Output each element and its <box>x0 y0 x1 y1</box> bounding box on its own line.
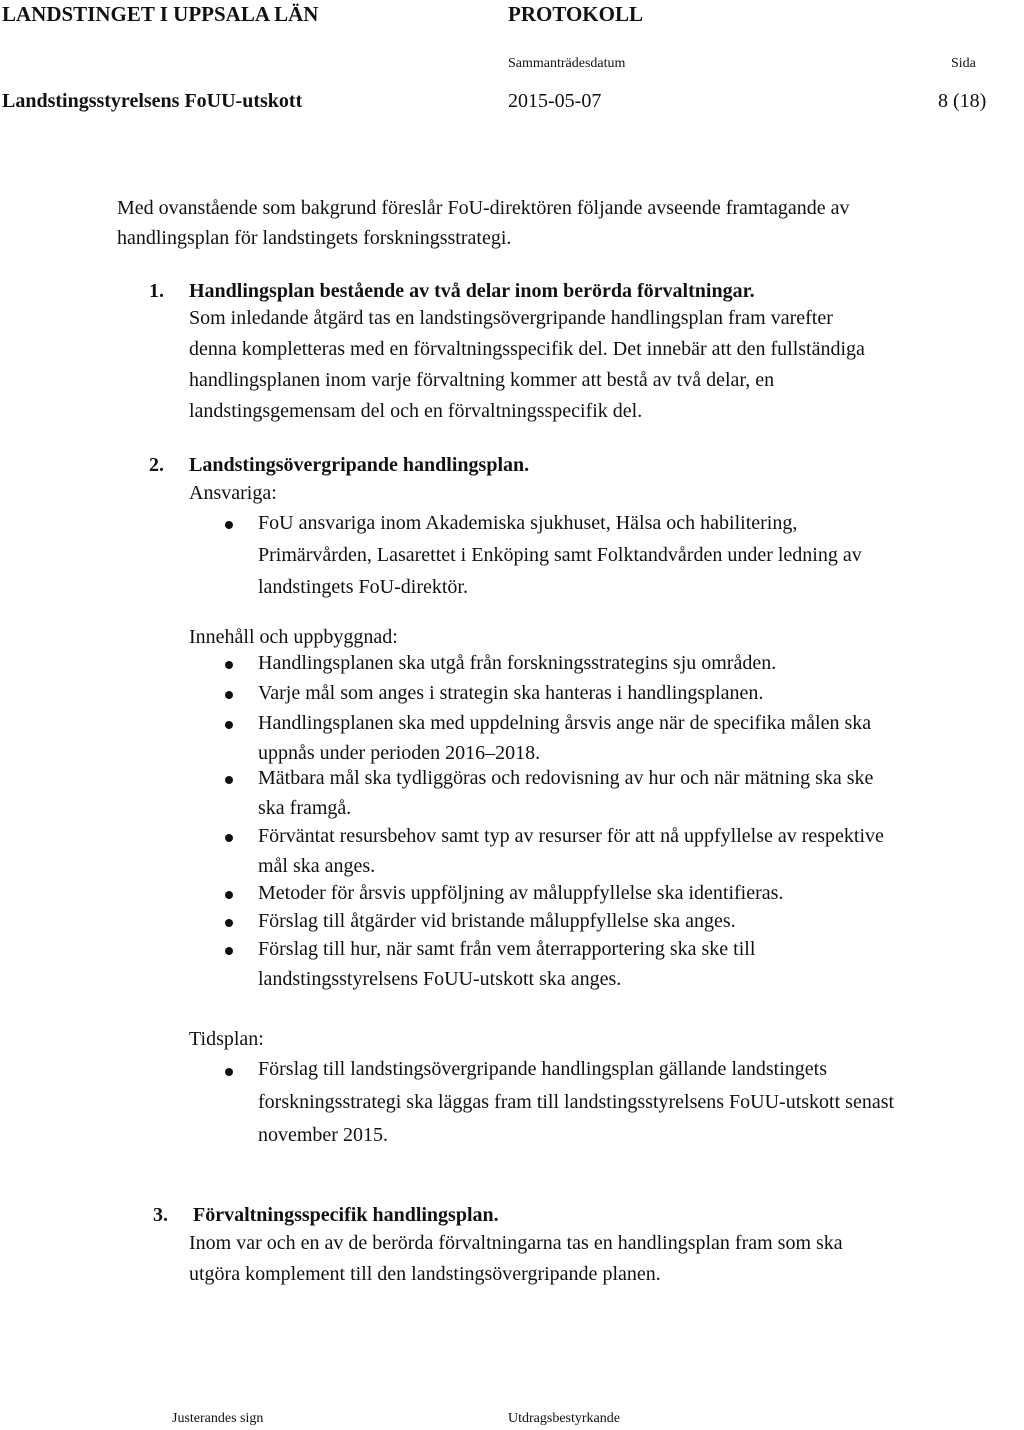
bullet-icon <box>225 1068 233 1076</box>
responsible-label: Ansvariga: <box>189 482 277 504</box>
bullet-icon <box>225 521 233 529</box>
page-number: 8 (18) <box>938 90 987 112</box>
timeline-line: Förslag till landstingsövergripande handlingsplan gällande landstingets <box>258 1058 827 1080</box>
timeline-label: Tidsplan: <box>189 1028 264 1050</box>
bullet-icon <box>225 947 233 955</box>
intro-paragraph <box>117 193 850 253</box>
bullet-icon <box>225 661 233 669</box>
content-item-line: uppnås under perioden 2016–2018. <box>258 742 541 764</box>
content-item <box>258 821 884 881</box>
responsible-line: Primärvården, Lasarettet i Enköping samt Folktandvården under ledning av <box>258 544 862 566</box>
committee-name: Landstingsstyrelsens FoUU-utskott <box>2 90 303 112</box>
section-2-number: 2. <box>149 454 164 476</box>
meeting-date: 2015-05-07 <box>508 90 602 112</box>
section-1-title: Handlingsplan bestående av två delar inom berörda förvaltningar. <box>189 280 755 302</box>
content-item <box>258 906 736 936</box>
bullet-icon <box>225 891 233 899</box>
content-item-line: landstingsstyrelsens FoUU-utskott ska anges. <box>258 968 622 990</box>
content-item-line: Varje mål som anges i strategin ska hanteras i handlingsplanen. <box>258 682 764 704</box>
organization-name: LANDSTINGET I UPPSALA LÄN <box>2 2 319 26</box>
content-item-line: Förväntat resursbehov samt typ av resurser för att nå uppfyllelse av respektive <box>258 825 884 847</box>
section-3-line: Inom var och en av de berörda förvaltningarna tas en handlingsplan fram som ska <box>189 1232 843 1254</box>
section-1-line: denna kompletteras med en förvaltningsspecifik del. Det innebär att den fullständiga <box>189 338 865 360</box>
section-3-text <box>189 1228 843 1290</box>
content-item-line: Handlingsplanen ska utgå från forskningsstrategins sju områden. <box>258 652 777 674</box>
responsible-line: FoU ansvariga inom Akademiska sjukhuset, Hälsa och habilitering, <box>258 512 798 534</box>
content-item-line: Förslag till hur, när samt från vem återrapportering ska ske till <box>258 938 756 960</box>
document-type: PROTOKOLL <box>508 2 643 26</box>
timeline-line: november 2015. <box>258 1124 388 1146</box>
content-item <box>258 763 873 823</box>
section-3-number: 3. <box>153 1204 168 1226</box>
bullet-icon <box>225 721 233 729</box>
content-item <box>258 934 755 994</box>
content-item <box>258 878 783 908</box>
footer-signature-label: Justerandes sign <box>172 1411 264 1426</box>
intro-line: handlingsplan för landstingets forskningsstrategi. <box>117 227 512 249</box>
timeline-line: forskningsstrategi ska läggas fram till landstingsstyrelsens FoUU-utskott senast <box>258 1091 895 1113</box>
section-3-line: utgöra komplement till den landstingsövergripande planen. <box>189 1263 661 1285</box>
timeline-text <box>258 1053 894 1152</box>
bullet-icon <box>225 691 233 699</box>
section-1-line: Som inledande åtgärd tas en landstingsövergripande handlingsplan fram varefter <box>189 307 833 329</box>
bullet-icon <box>225 834 233 842</box>
content-item-line: ska framgå. <box>258 797 352 819</box>
content-item <box>258 678 763 708</box>
content-label: Innehåll och uppbyggnad: <box>189 626 398 648</box>
content-item <box>258 648 776 678</box>
content-item-line: Metoder för årsvis uppföljning av måluppfyllelse ska identifieras. <box>258 882 784 904</box>
section-1-line: landstingsgemensam del och en förvaltningsspecifik del. <box>189 400 643 422</box>
content-item-line: Förslag till åtgärder vid bristande måluppfyllelse ska anges. <box>258 910 736 932</box>
content-item <box>258 708 871 768</box>
page-label: Sida <box>951 56 976 71</box>
date-label: Sammanträdesdatum <box>508 56 626 71</box>
section-1-line: handlingsplanen inom varje förvaltning kommer att bestå av två delar, en <box>189 369 775 391</box>
bullet-icon <box>225 776 233 784</box>
section-2-title: Landstingsövergripande handlingsplan. <box>189 454 530 476</box>
section-3-title: Förvaltningsspecifik handlingsplan. <box>193 1204 499 1226</box>
intro-line: Med ovanstående som bakgrund föreslår FoU-direktören följande avseende framtagande av <box>117 197 850 219</box>
section-1-text <box>189 303 865 427</box>
content-item-line: Handlingsplanen ska med uppdelning årsvis ange när de specifika målen ska <box>258 712 872 734</box>
section-1-number: 1. <box>149 280 164 302</box>
bullet-icon <box>225 919 233 927</box>
footer-certification-label: Utdragsbestyrkande <box>508 1411 620 1426</box>
responsible-line: landstingets FoU-direktör. <box>258 576 468 598</box>
content-item-line: Mätbara mål ska tydliggöras och redovisning av hur och när mätning ska ske <box>258 767 874 789</box>
content-item-line: mål ska anges. <box>258 855 376 877</box>
responsible-text <box>258 507 862 603</box>
